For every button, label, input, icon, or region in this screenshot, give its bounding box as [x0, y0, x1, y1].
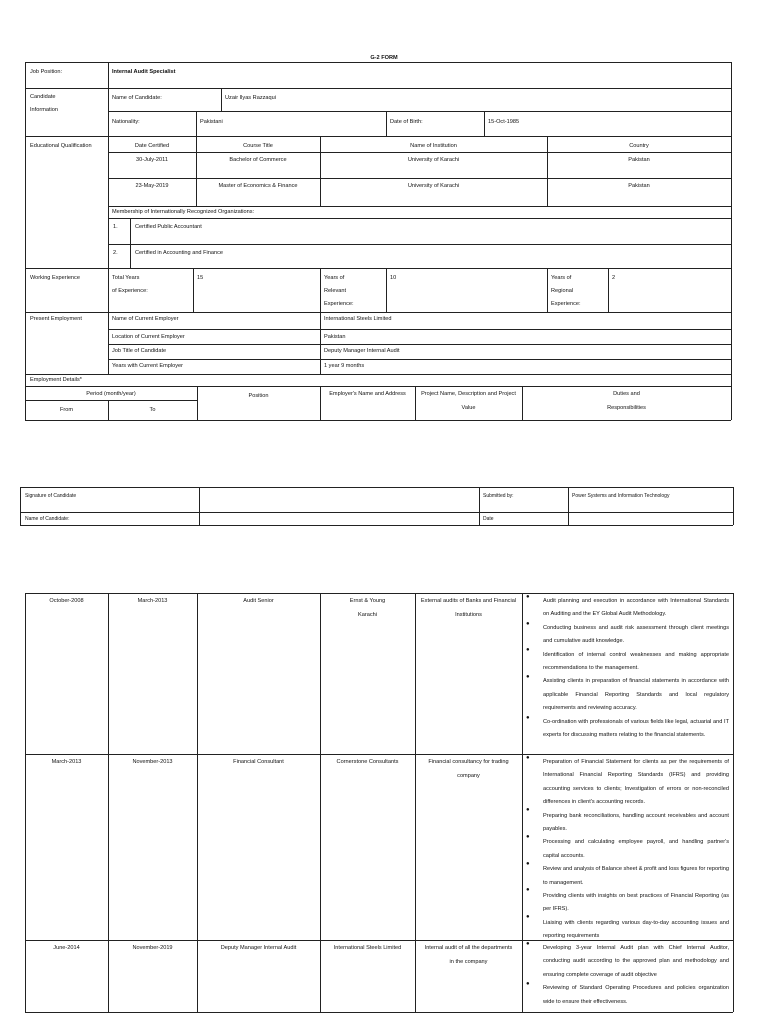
- history-project: Financial consultancy for trading: [428, 759, 509, 765]
- history-duties: [543, 595, 729, 742]
- duties-header: Duties and: [613, 391, 640, 397]
- history-from: October-2008: [49, 598, 84, 604]
- current-employer-value: International Steels Limited: [324, 316, 392, 322]
- years-with-employer-label: Years with Current Employer: [112, 363, 183, 369]
- bullet-icon: ●: [526, 674, 530, 680]
- history-project: External audits of Banks and Financial: [420, 598, 517, 604]
- history-duties: [543, 942, 729, 1009]
- bullet-icon: ●: [526, 755, 530, 761]
- education-row-2-institution: University of Karachi: [407, 183, 460, 189]
- dob-label: Date of Birth:: [390, 119, 423, 125]
- job-position-value: Internal Audit Specialist: [112, 69, 176, 75]
- relevant-years-value: 10: [390, 275, 397, 281]
- bullet-icon: ●: [526, 941, 530, 947]
- history-from: March-2013: [51, 759, 82, 765]
- education-header-country: Country: [629, 143, 649, 149]
- education-row-2-date: 23-May-2019: [135, 183, 169, 189]
- duty-item: Liaising with clients regarding various day-to-day accounting issues and reporting requirements: [543, 919, 729, 940]
- duty-item: Preparation of Financial Statement for clients as per the requirements of International Financial Reporting Standards (IFRS) and providing accounting services to clients; Investigation of errors or non-reconciled differences in client's accounting records.: [543, 759, 729, 806]
- education-row-2-country: Pakistan: [628, 183, 650, 189]
- present-employment-label: Present Employment: [30, 316, 82, 322]
- education-header-date: Date Certified: [134, 143, 170, 149]
- regional-years-label-2: Regional: [551, 288, 574, 294]
- history-project-line-2: Institutions: [455, 612, 482, 618]
- duty-item: Preparing bank reconciliations, handling account receivables and account payables.: [543, 812, 729, 833]
- employer-location-value: Pakistan: [324, 334, 346, 340]
- education-row-1-date: 30-July-2011: [136, 157, 168, 163]
- history-employer: Ernst & Young: [349, 598, 386, 604]
- duty-item: Conducting business and audit risk assessment through client meetings and cumulative audit knowledge.: [543, 624, 729, 645]
- submitted-by-label: Submitted by:: [483, 493, 514, 499]
- signature-name-label: Name of Candidate:: [25, 516, 70, 522]
- bullet-icon: ●: [526, 594, 530, 600]
- total-years-label: Total Years: [112, 275, 140, 281]
- relevant-years-label-3: Experience:: [324, 301, 354, 307]
- project-header-2: Value: [461, 405, 476, 411]
- history-to: March-2013: [137, 598, 168, 604]
- history-to: November-2013: [132, 759, 173, 765]
- education-row-2-course: Master of Economics & Finance: [218, 183, 298, 189]
- years-with-employer-value: 1 year 9 months: [324, 363, 365, 369]
- nationality-label: Nationality:: [112, 119, 140, 125]
- job-position-label: Job Position:: [30, 69, 63, 75]
- duty-item: Co-ordination with professionals of various fields like legal, actuarial and IT experts for discussing matters relating to the financial statements.: [543, 718, 729, 739]
- education-row-1-institution: University of Karachi: [407, 157, 460, 163]
- employment-details-label: Employment Details*: [30, 377, 82, 383]
- education-header-course: Course Title: [243, 143, 273, 149]
- duty-item: Review and analysis of Balance sheet & profit and loss figures for reporting to management.: [543, 866, 729, 886]
- duty-item: Processing and calculating employee payroll, and handling partner's capital accounts.: [543, 839, 729, 859]
- signature-date-label: Date: [483, 516, 494, 522]
- working-experience-label: Working Experience: [30, 275, 80, 281]
- bullet-icon: ●: [526, 834, 530, 840]
- nationality-value: Pakistani: [200, 119, 223, 125]
- position-header: Position: [248, 393, 269, 399]
- candidate-section-label: Candidate: [30, 94, 56, 100]
- history-position: Audit Senior: [243, 598, 274, 604]
- regional-years-label-3: Experience:: [551, 301, 581, 307]
- history-position: Deputy Manager Internal Audit: [220, 945, 297, 951]
- bullet-icon: ●: [526, 715, 530, 721]
- total-years-value: 15: [197, 275, 204, 281]
- history-project: Internal audit of all the departments: [424, 945, 513, 951]
- duties-header-2: Responsibilities: [607, 405, 646, 411]
- period-header: Period (month/year): [86, 391, 136, 397]
- bullet-icon: ●: [526, 807, 530, 813]
- education-row-1-course: Bachelor of Commerce: [229, 157, 287, 163]
- history-to: November-2019: [132, 945, 173, 951]
- relevant-years-label: Years of: [324, 275, 345, 281]
- candidate-section-label-2: Information: [30, 107, 58, 113]
- history-position: Financial Consultant: [233, 759, 284, 765]
- duty-item: Identification of internal control weaknesses and making appropriate recommendations to the management.: [543, 651, 729, 672]
- employer-location-label: Location of Current Employer: [112, 334, 185, 340]
- from-header: From: [59, 407, 74, 413]
- education-header-institution: Name of Institution: [410, 143, 457, 149]
- membership-1-number: 1.: [113, 224, 118, 230]
- bullet-icon: ●: [526, 914, 530, 920]
- history-project-line-2: in the company: [449, 959, 488, 965]
- history-from: June-2014: [53, 945, 80, 951]
- bullet-icon: ●: [526, 887, 530, 893]
- history-employer: Cornerstone Consultants: [336, 759, 399, 765]
- history-project-line-2: company: [457, 773, 480, 779]
- bullet-icon: ●: [526, 861, 530, 867]
- regional-years-label: Years of: [551, 275, 572, 281]
- candidate-name-value: Uzair Ilyas Razzaqui: [225, 95, 276, 101]
- form-title: G-2 FORM: [370, 55, 398, 61]
- project-header: Project Name, Description and Project: [421, 391, 516, 397]
- history-employer: International Steels Limited: [333, 945, 402, 951]
- total-years-label-2: of Experience:: [112, 288, 148, 294]
- bullet-icon: ●: [526, 621, 530, 627]
- job-title-label: Job Title of Candidate: [112, 348, 167, 354]
- duty-item: Assisting clients in preparation of financial statements in accordance with applicable Financial Reporting Standards and local regulatory requirements and reviewing accuracy.: [543, 678, 729, 712]
- duty-item: Audit planning and execution in accordance with International Standards on Auditing and the EY Global Audit Methodology.: [543, 598, 729, 618]
- dob-value: 15-Oct-1985: [488, 119, 520, 125]
- employer-header: Employer's Name and Address: [329, 391, 406, 397]
- history-duties: [543, 756, 729, 944]
- membership-2-number: 2.: [113, 250, 118, 256]
- regional-years-value: 2: [612, 275, 616, 281]
- membership-1-name: Certified Public Accountant: [135, 224, 202, 230]
- bullet-icon: ●: [526, 647, 530, 653]
- to-header: To: [149, 407, 156, 413]
- current-employer-label: Name of Current Employer: [112, 316, 179, 322]
- relevant-years-label-2: Relevant: [324, 288, 347, 294]
- membership-label: Membership of Internationally Recognized Organizations:: [112, 209, 255, 215]
- job-title-value: Deputy Manager Internal Audit: [324, 348, 400, 354]
- history-employer-line-2: Karachi: [358, 612, 377, 618]
- duty-item: Developing 3-year Internal Audit plan with Chief Internal Auditor, conducting audit according to the approved plan and methodology and ensuring complete coverage of audit objective: [543, 945, 729, 978]
- submitted-by-value: Power Systems and Information Technology: [572, 493, 670, 499]
- candidate-name-label: Name of Candidate:: [112, 95, 162, 101]
- education-row-1-country: Pakistan: [628, 157, 650, 163]
- signature-label: Signature of Candidate: [25, 493, 77, 499]
- education-section-label: Educational Qualification: [30, 143, 92, 149]
- bullet-icon: ●: [526, 981, 530, 987]
- duty-item: Reviewing of Standard Operating Procedures and policies organization wide to ensure their effectiveness.: [543, 985, 729, 1005]
- membership-2-name: Certified in Accounting and Finance: [135, 250, 224, 256]
- duty-item: Providing clients with insights on best practices of Financial Reporting (as per IFRS).: [543, 893, 729, 913]
